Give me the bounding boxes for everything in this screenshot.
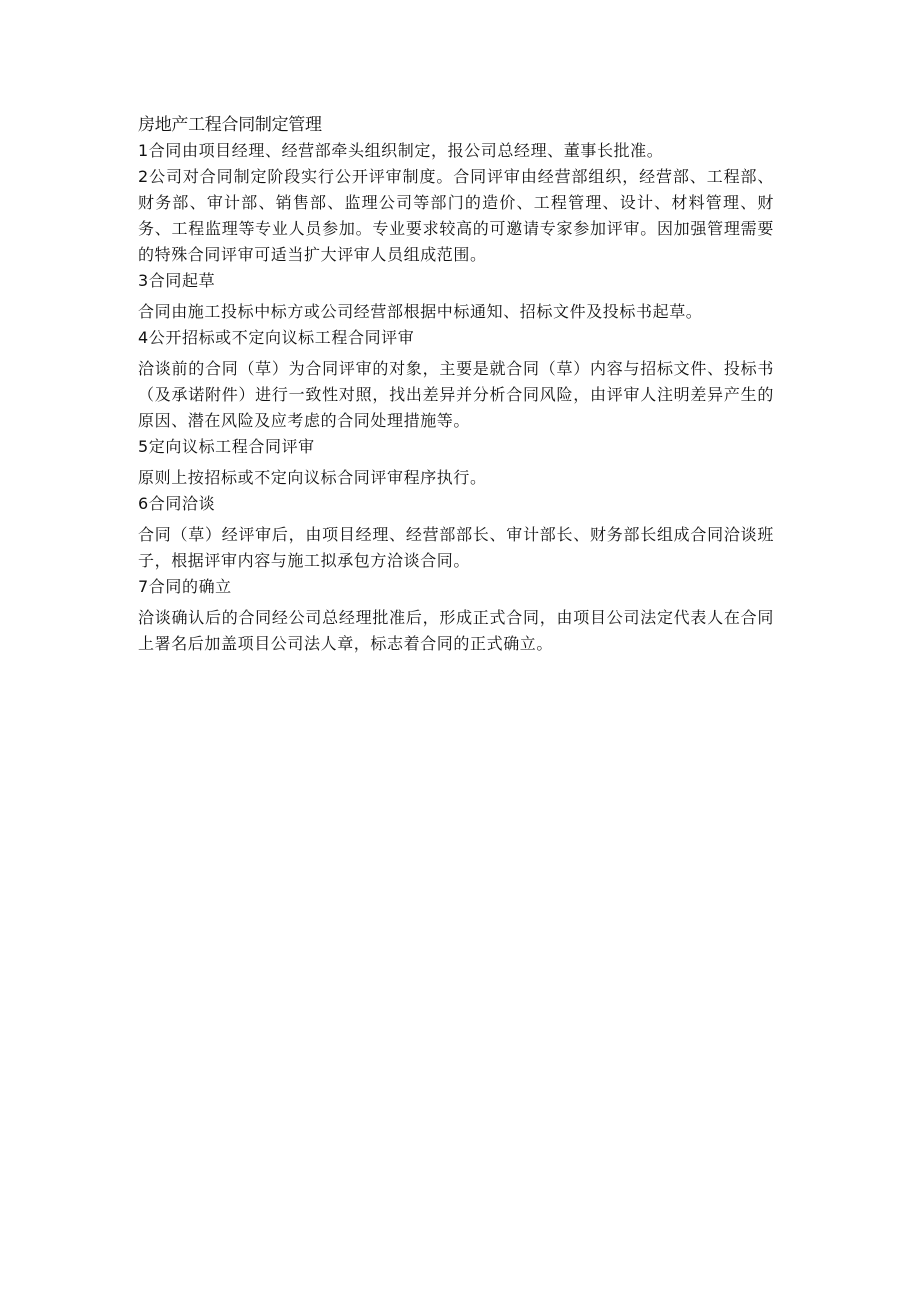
section-5-body: 原则上按招标或不定向议标合同评审程序执行。	[138, 468, 487, 487]
section-3-body: 合同由施工投标中标方或公司经营部根据中标通知、招标文件及投标书起草。	[138, 302, 703, 321]
paragraph-1: 1合同由项目经理、经营部牵头组织制定，报公司总经理、董事长批准。	[138, 141, 664, 160]
section-3-heading: 3合同起草	[138, 271, 216, 290]
section-6-body: 合同（草）经评审后，由项目经理、经营部部长、审计部长、财务部长组成合同洽谈班子，根据评审内容与施工拟承包方洽谈合同。	[138, 525, 774, 570]
section-6-heading: 6合同洽谈	[138, 494, 216, 513]
section-5-heading: 5定向议标工程合同评审	[138, 437, 315, 456]
section-7-body: 洽谈确认后的合同经公司总经理批准后，形成正式合同，由项目公司法定代表人在合同上署名后加盖项目公司法人章，标志着合同的正式确立。	[138, 608, 774, 653]
section-7-heading: 7合同的确立	[138, 577, 232, 596]
section-4-heading: 4公开招标或不定向议标工程合同评审	[138, 328, 415, 347]
document-page	[138, 112, 774, 657]
document-title: 房地产工程合同制定管理	[138, 115, 322, 134]
paragraph-2: 2公司对合同制定阶段实行公开评审制度。合同评审由经营部组织，经营部、工程部、财务部、审计部、销售部、监理公司等部门的造价、工程管理、设计、材料管理、财务、工程监理等专业人员参加。专业要求较高的可邀请专家参加评审。因加强管理需要的特殊合同评审可适当扩大评审人员组成范围。	[138, 167, 774, 264]
section-4-body: 洽谈前的合同（草）为合同评审的对象，主要是就合同（草）内容与招标文件、投标书（及承诺附件）进行一致性对照，找出差异并分析合同风险，由评审人注明差异产生的原因、潜在风险及应考虑的合同处理措施等。	[138, 359, 774, 430]
